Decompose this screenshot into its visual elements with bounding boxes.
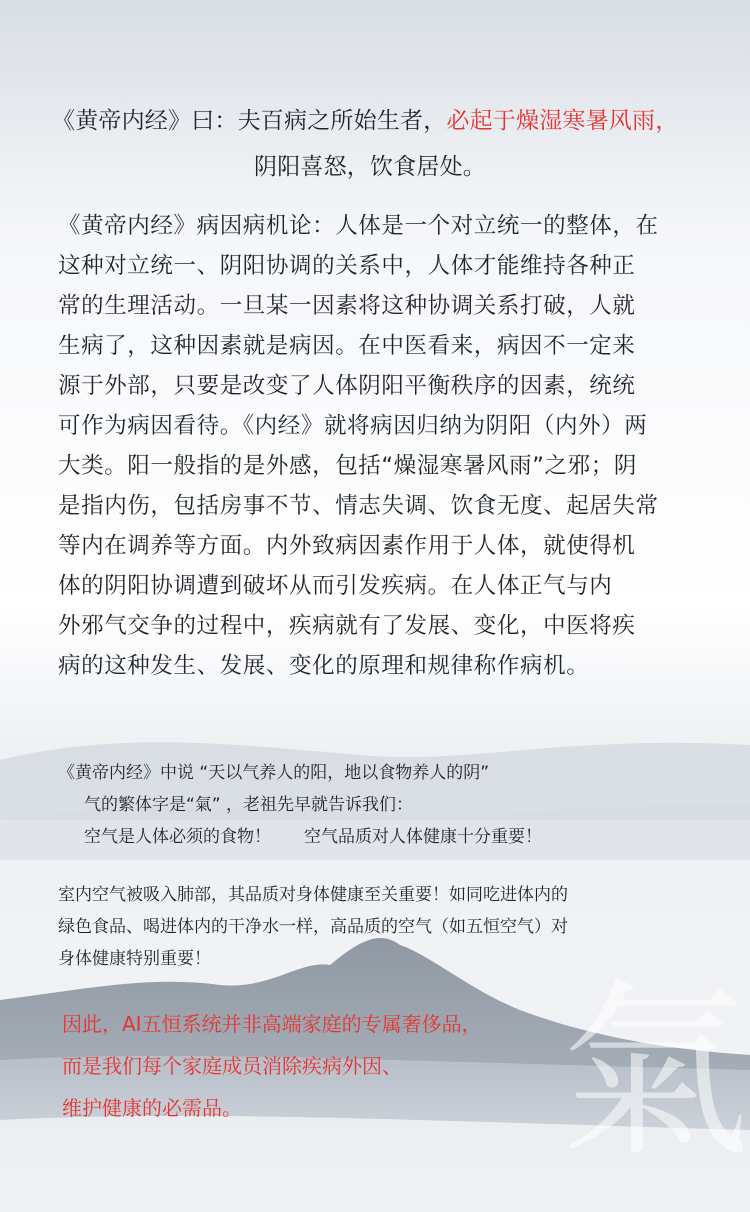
paragraph-line: 《黄帝内经》病因病机论：人体是一个对立统一的整体，在 bbox=[58, 213, 659, 239]
paragraph-line: 大类。阳一般指的是外感，包括“燥湿寒暑风雨”之邪；阴 bbox=[58, 453, 637, 479]
paragraph-line: 外邪气交争的过程中，疾病就有了发展、变化，中医将疾 bbox=[58, 613, 636, 639]
heading-highlight: 必起于燥湿寒暑风雨， bbox=[446, 108, 679, 134]
conclusion-line: 维护健康的必需品。 bbox=[62, 1096, 242, 1120]
paragraph-line: 可作为病因看待。《内经》就将病因归纳为阴阳（内外）两 bbox=[58, 413, 648, 439]
indoor-line: 室内空气被吸入肺部，其品质对身体健康至关重要！如同吃进体内的 bbox=[58, 885, 568, 905]
indoor-line: 身体健康特别重要！ bbox=[58, 949, 211, 969]
conclusion-line: 因此，AI五恒系统并非高端家庭的专属奢侈品， bbox=[62, 1012, 482, 1036]
paragraph-line: 病的这种发生、发展、变化的原理和规律称作病机。 bbox=[58, 653, 590, 679]
quote-line-2: 气的繁体字是“氣” ，老祖先早就告诉我们： bbox=[84, 795, 414, 815]
quote-line-3a: 空气是人体必须的食物！ bbox=[84, 827, 271, 847]
conclusion-line: 而是我们每个家庭成员消除疾病外因、 bbox=[62, 1054, 402, 1078]
heading-line-1 bbox=[52, 102, 678, 135]
qi-watermark: 氣 bbox=[560, 962, 750, 1183]
paragraph-line: 等内在调养等方面。内外致病因素作用于人体，就使得机 bbox=[58, 533, 636, 559]
paragraph-line: 生病了，这种因素就是病因。在中医看来，病因不一定来 bbox=[58, 333, 636, 359]
quote-line-3b: 空气品质对人体健康十分重要！ bbox=[304, 827, 542, 847]
indoor-line: 绿色食品、喝进体内的干净水一样，高品质的空气（如五恒空气）对 bbox=[58, 917, 568, 937]
paragraph-line: 体的阴阳协调遭到破坏从而引发疾病。在人体正气与内 bbox=[58, 573, 613, 599]
paragraph-line: 这种对立统一、阴阳协调的关系中，人体才能维持各种正 bbox=[58, 253, 636, 279]
heading-prefix: 《黄帝内经》曰：夫百病之所始生者， bbox=[52, 108, 447, 134]
paragraph-line: 常的生理活动。一旦某一因素将这种协调关系打破，人就 bbox=[58, 293, 636, 319]
heading-line-2: 阴阳喜怒，饮食居处。 bbox=[254, 154, 486, 180]
paragraph-line: 源于外部，只要是改变了人体阴阳平衡秩序的因素，统统 bbox=[58, 373, 636, 399]
quote-line-1: 《黄帝内经》中说 “天以气养人的阳，地以食物养人的阴” bbox=[58, 763, 490, 783]
paragraph-line: 是指内伤，包括房事不节、情志失调、饮食无度、起居失常 bbox=[58, 493, 659, 519]
